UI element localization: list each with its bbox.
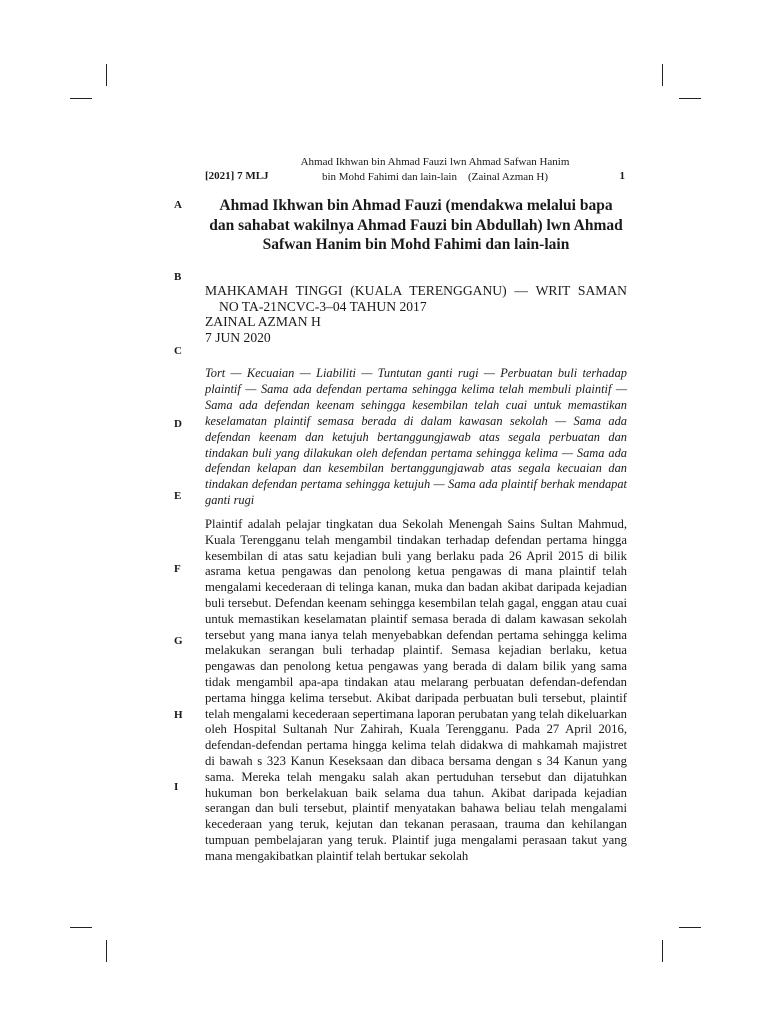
judge-name: ZAINAL AZMAN H [205, 314, 321, 329]
case-title: Ahmad Ikhwan bin Ahmad Fauzi (mendakwa melalui bapa dan sahabat wakilnya Ahmad Fauzi bin Abdullah) lwn Ahmad Safwan Hanim bin Mohd Fahimi dan lain-lain [209, 197, 623, 253]
margin-letter: H [174, 709, 183, 721]
running-head [205, 155, 625, 185]
margin-letter: A [174, 199, 182, 211]
margin-letter: E [174, 490, 182, 502]
running-title-line-1: Ahmad Ikhwan bin Ahmad Fauzi lwn Ahmad Safwan Hanim [300, 156, 570, 168]
margin-letter: C [174, 345, 182, 357]
crop-mark [106, 64, 107, 86]
court-name: MAHKAMAH TINGGI (KUALA TERENGGANU) — WRIT SAMAN [205, 283, 627, 298]
headnote-paragraph: Plaintif adalah pelajar tingkatan dua Sekolah Menengah Sains Sultan Mahmud, Kuala Terengganu telah mengambil tindakan terhadap defendan pertama hingga kesembilan di atas satu kejadian buli yang berlaku pada 26 April 2015 di bilik asrama ketua pengawas dan penolong ketua pengawas di mana plaintif telah mengalami kecederaan di telinga kanan, muka dan badan akibat daripada kejadian buli tersebut. Defendan keenam sehingga kesembilan telah gagal, enggan atau cuai untuk memastikan keselamatan plaintif semasa berada di dalam kawasan sekolah tersebut yang mana ianya telah menyebabkan defendan pertama sehingga kelima melakukan serangan buli terhadap plaintif. Semasa kejadian berlaku, ketua pengawas dan penolong ketua pengawas yang berada di dalam bilik yang sama tidak mengambil apa-apa tindakan atau melarang perbuatan defendan-defendan pertama hingga kelima tersebut. Akibat daripada perbuatan buli tersebut, plaintif telah mengalami kecederaan sepertimana laporan perubatan yang telah dikeluarkan oleh Hospital Sultanah Nur Zahirah, Kuala Terengganu. Pada 27 April 2016, defendan-defendan pertama hingga kelima telah didakwa di mahkamah majistret di bawah s 323 Kanun Keseksaan dan dibaca bersama dengan s 34 Kanun yang sama. Mereka telah mengaku salah akan pertuduhan tersebut dan dijatuhkan hukuman bon berkelakuan baik selama dua tahun. Akibat daripada kejadian serangan dan buli tersebut, plaintif menyatakan bahawa beliau telah mengalami kecederaan yang teruk, kejutan dan tekanan perasaan, trauma dan kehilangan tumpuan pembelajaran yang teruk. Plaintif juga mengalami perasaan takut yang mana mengakibatkan plaintif telah bertukar sekolah [205, 517, 628, 863]
judgment-date: 7 JUN 2020 [205, 329, 271, 345]
writ-number: NO TA-21NCVC-3–04 TAHUN 2017 [219, 298, 427, 314]
crop-mark [679, 927, 701, 928]
page-number: 1 [619, 170, 625, 182]
running-title-line-2: bin Mohd Fahimi dan lain-lain (Zainal Azman H) [321, 171, 549, 183]
crop-mark [70, 927, 92, 928]
margin-letter: D [174, 418, 182, 430]
crop-mark [662, 940, 663, 962]
catchwords: Tort — Kecuaian — Liabiliti — Tuntutan ganti rugi — Perbuatan buli terhadap plaintif — Sama ada defendan pertama sehingga kelima telah membuli plaintif — Sama ada defendan keenam sehingga kesembilan telah cuai untuk memastikan keselamatan plaintif semasa berada di dalam kawasan sekolah — Sama ada defendan keenam dan ketujuh bertanggungjawab atas segala perbuatan dan tindakan buli yang dilakukan oleh defendan pertama sehingga kelima — Sama ada defendan kelapan dan kesembilan bertanggungjawab atas segala kecuaian dan tindakan defendan pertama sehingga ketujuh — Sama ada plaintif berhak mendapat ganti rugi [205, 366, 627, 508]
margin-letter: I [174, 781, 179, 793]
crop-mark [679, 98, 701, 99]
report-citation: [2021] 7 MLJ [205, 170, 269, 182]
crop-mark [70, 98, 92, 99]
crop-mark [106, 940, 107, 962]
margin-letter: B [174, 271, 182, 283]
court-details [205, 283, 627, 345]
margin-letter: F [174, 563, 181, 575]
crop-mark [662, 64, 663, 86]
running-title [265, 155, 605, 185]
margin-letter: G [174, 635, 183, 647]
